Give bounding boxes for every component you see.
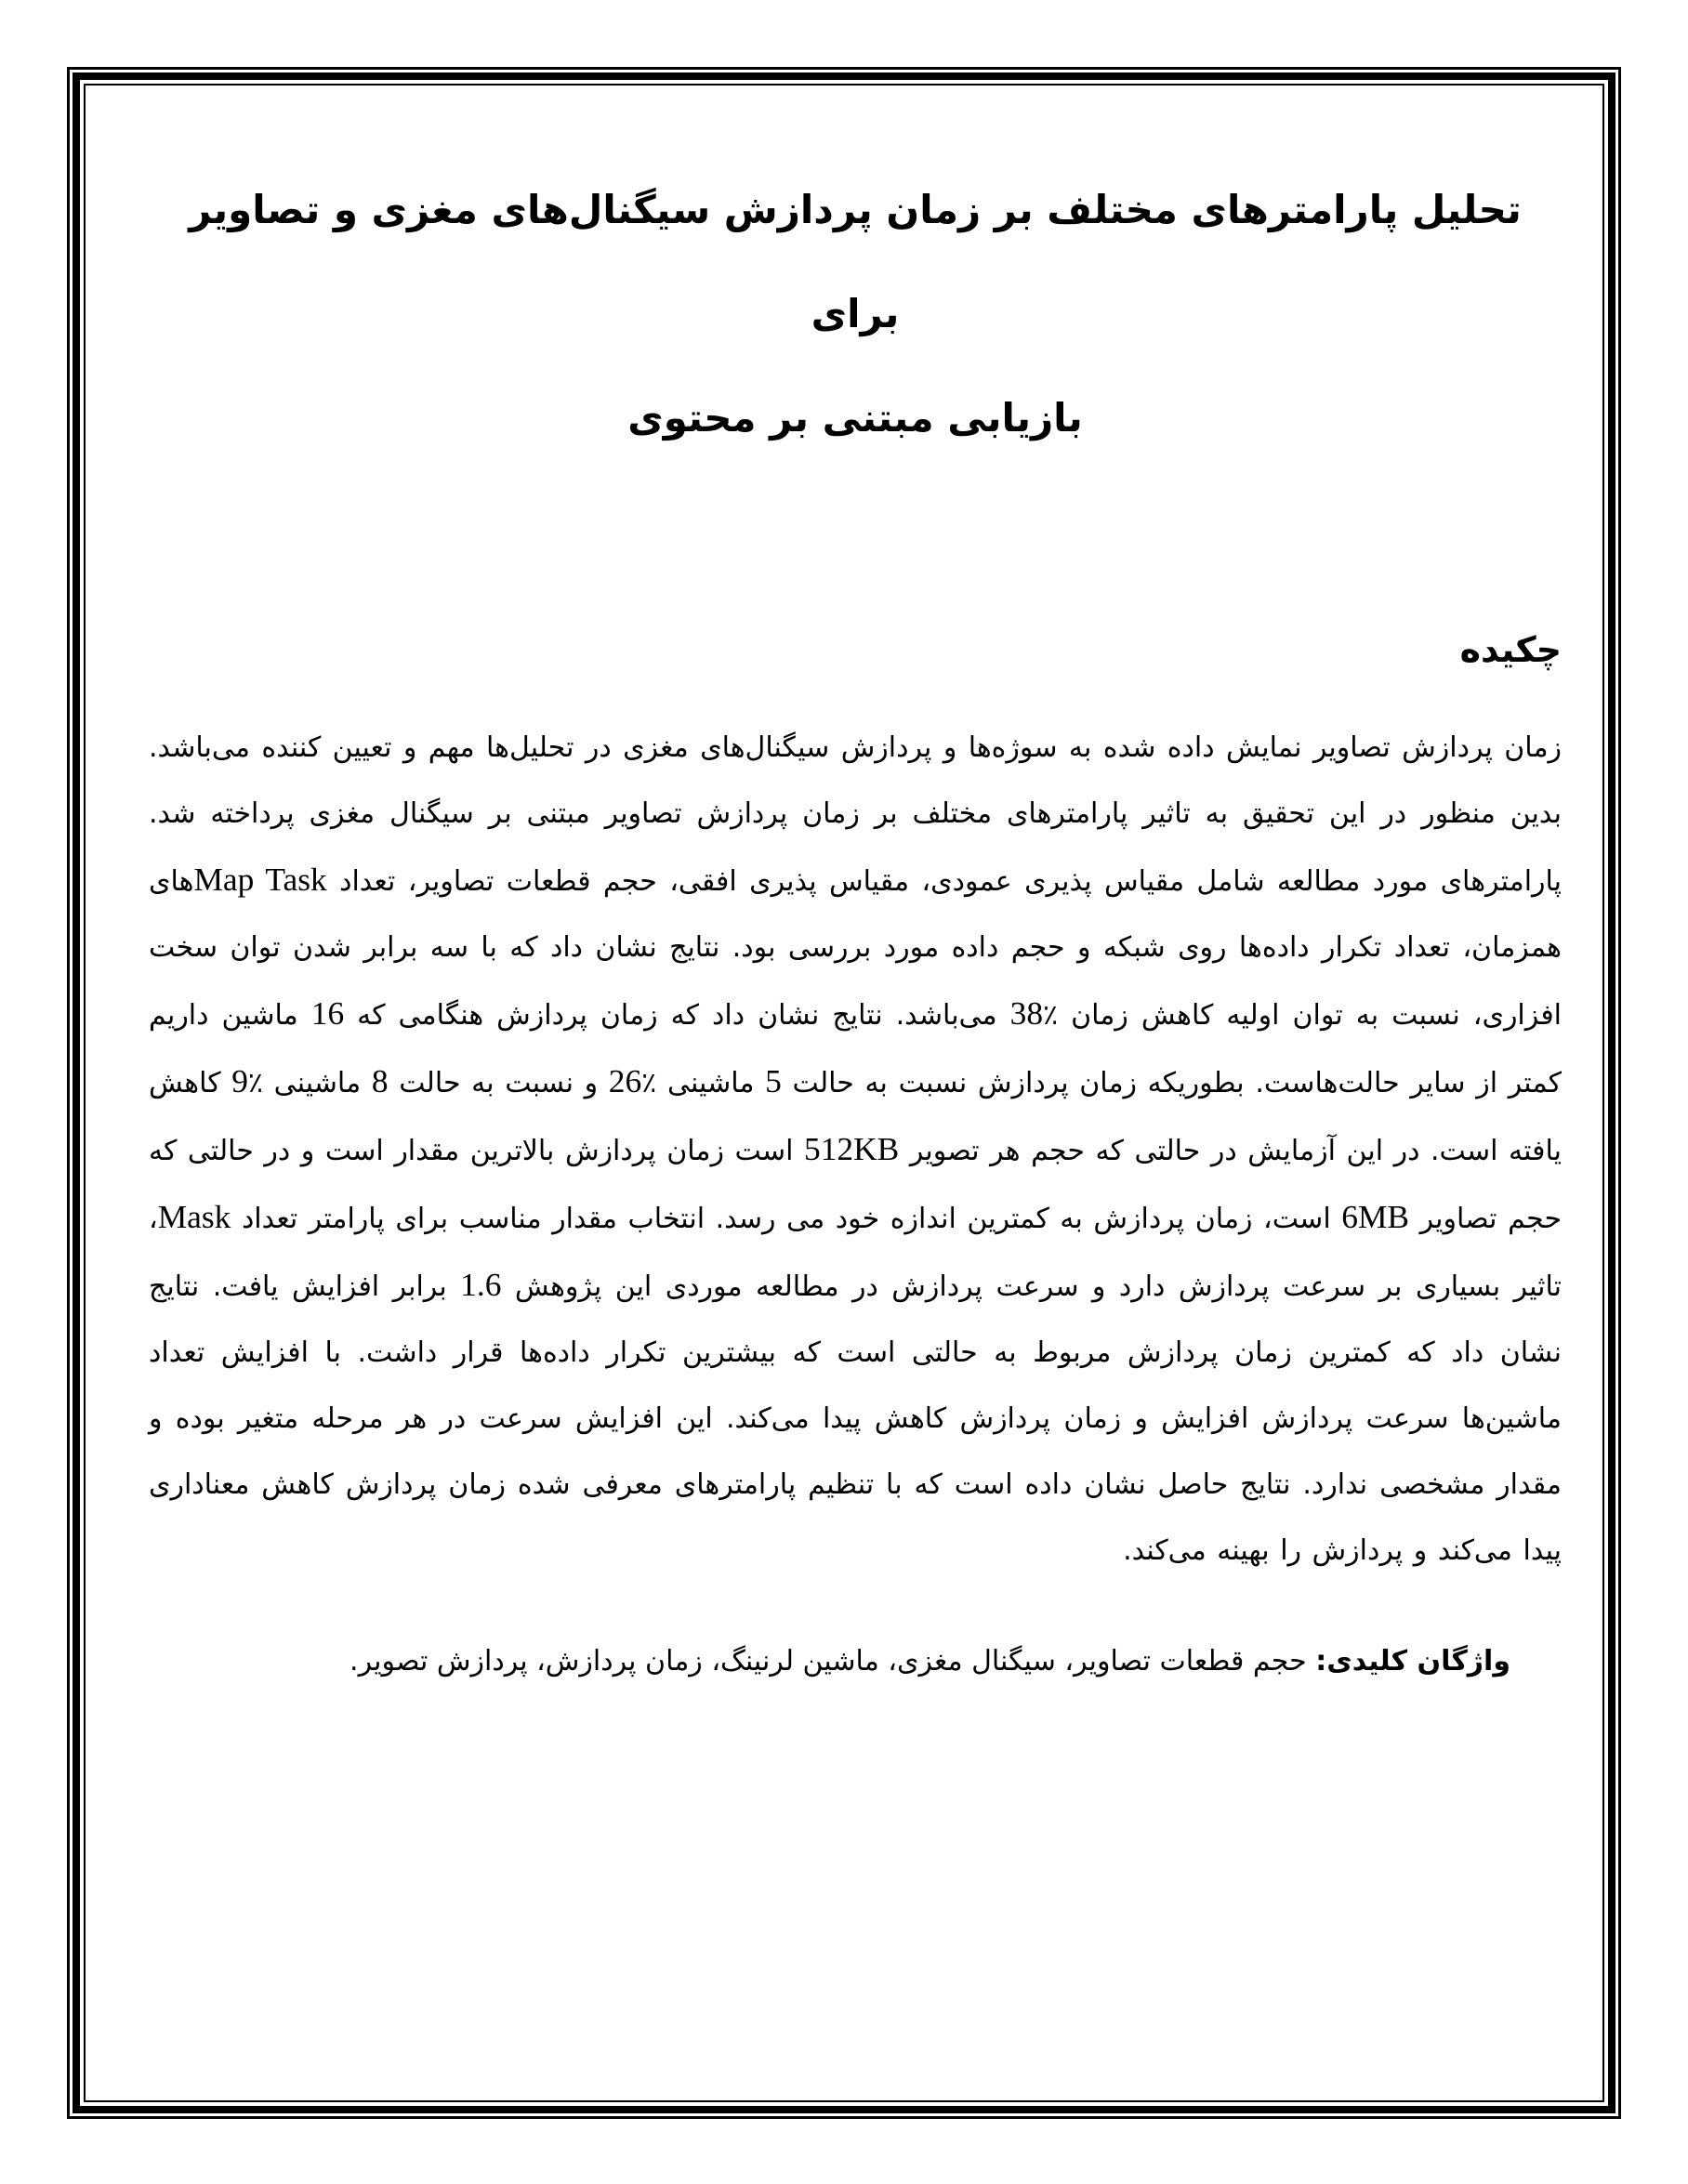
- abstract-heading: چکیده: [1459, 629, 1562, 670]
- page-border-frame: [67, 67, 1621, 2119]
- page-border-inner-line: [84, 84, 1604, 2102]
- title-line-1: تحلیل پارامترهای مختلف بر زمان پردازش سیگنال‌های مغزی و تصاویر برای: [189, 187, 1522, 336]
- keywords-text: حجم قطعات تصاویر، سیگنال مغزی، ماشین لرنینگ، زمان پردازش، پردازش تصویر.: [349, 1645, 1316, 1677]
- title-line-2: بازیابی مبتنی بر محتوی: [627, 395, 1083, 441]
- page-border-thick-line: [73, 72, 1615, 2113]
- page-content: [149, 158, 1562, 1694]
- keywords-paragraph: [149, 1628, 1562, 1694]
- abstract-paragraph: زمان پردازش تصاویر نمایش داده شده به سوژه‌ها و پردازش سیگنال‌های مغزی در تحلیل‌ها مهم و تعیین کننده می‌باشد. بدین منظور در این تحقیق به تاثیر پارامترهای مختلف بر زمان پردازش تصاویر مبتنی بر سیگنال مغزی پرداخته شد. پارامترهای مورد مطالعه شامل مقیاس پذیری عمودی، مقیاس پذیری افقی، حجم قطعات تصاویر، تعداد Map Taskهای همزمان، تعداد تکرار داده‌ها روی شبکه و حجم داده مورد بررسی بود. نتایج نشان داد که با سه برابر شدن توان سخت افزاری، نسبت به توان اولیه کاهش زمان ٪38 می‌باشد. نتایج نشان داد که زمان پردازش هنگامی که 16 ماشین داریم کمتر از سایر حالت‌هاست. بطوریکه زمان پردازش نسبت به حالت 5 ماشینی ٪26 و نسبت به حالت 8 ماشینی ٪9 کاهش یافته است. در این آزمایش در حالتی که حجم هر تصویر 512KB است زمان پردازش بالاترین مقدار است و در حالتی که حجم تصاویر 6MB است، زمان پردازش به کمترین اندازه خود می رسد. انتخاب مقدار مناسب برای پارامتر تعداد Mask، تاثیر بسیاری بر سرعت پردازش دارد و سرعت پردازش در مطالعه موردی این پژوهش 1.6 برابر افزایش یافت. نتایج نشان داد که کمترین زمان پردازش مربوط به حالتی است که بیشترین تکرار داده‌ها قرار داشت. با افزایش تعداد ماشین‌ها سرعت پردازش افزایش و زمان پردازش کاهش پیدا می‌کند. این افزایش سرعت در هر مرحله متغیر بوده و مقدار مشخصی ندارد. نتایج حاصل نشان داده است که با تنظیم پارامترهای معرفی شده زمان پردازش کاهش معناداری پیدا می‌کند و پردازش را بهینه می‌کند.: [149, 731, 1563, 1567]
- document-title: [149, 158, 1562, 470]
- keywords-label: واژگان کلیدی:: [1315, 1645, 1510, 1677]
